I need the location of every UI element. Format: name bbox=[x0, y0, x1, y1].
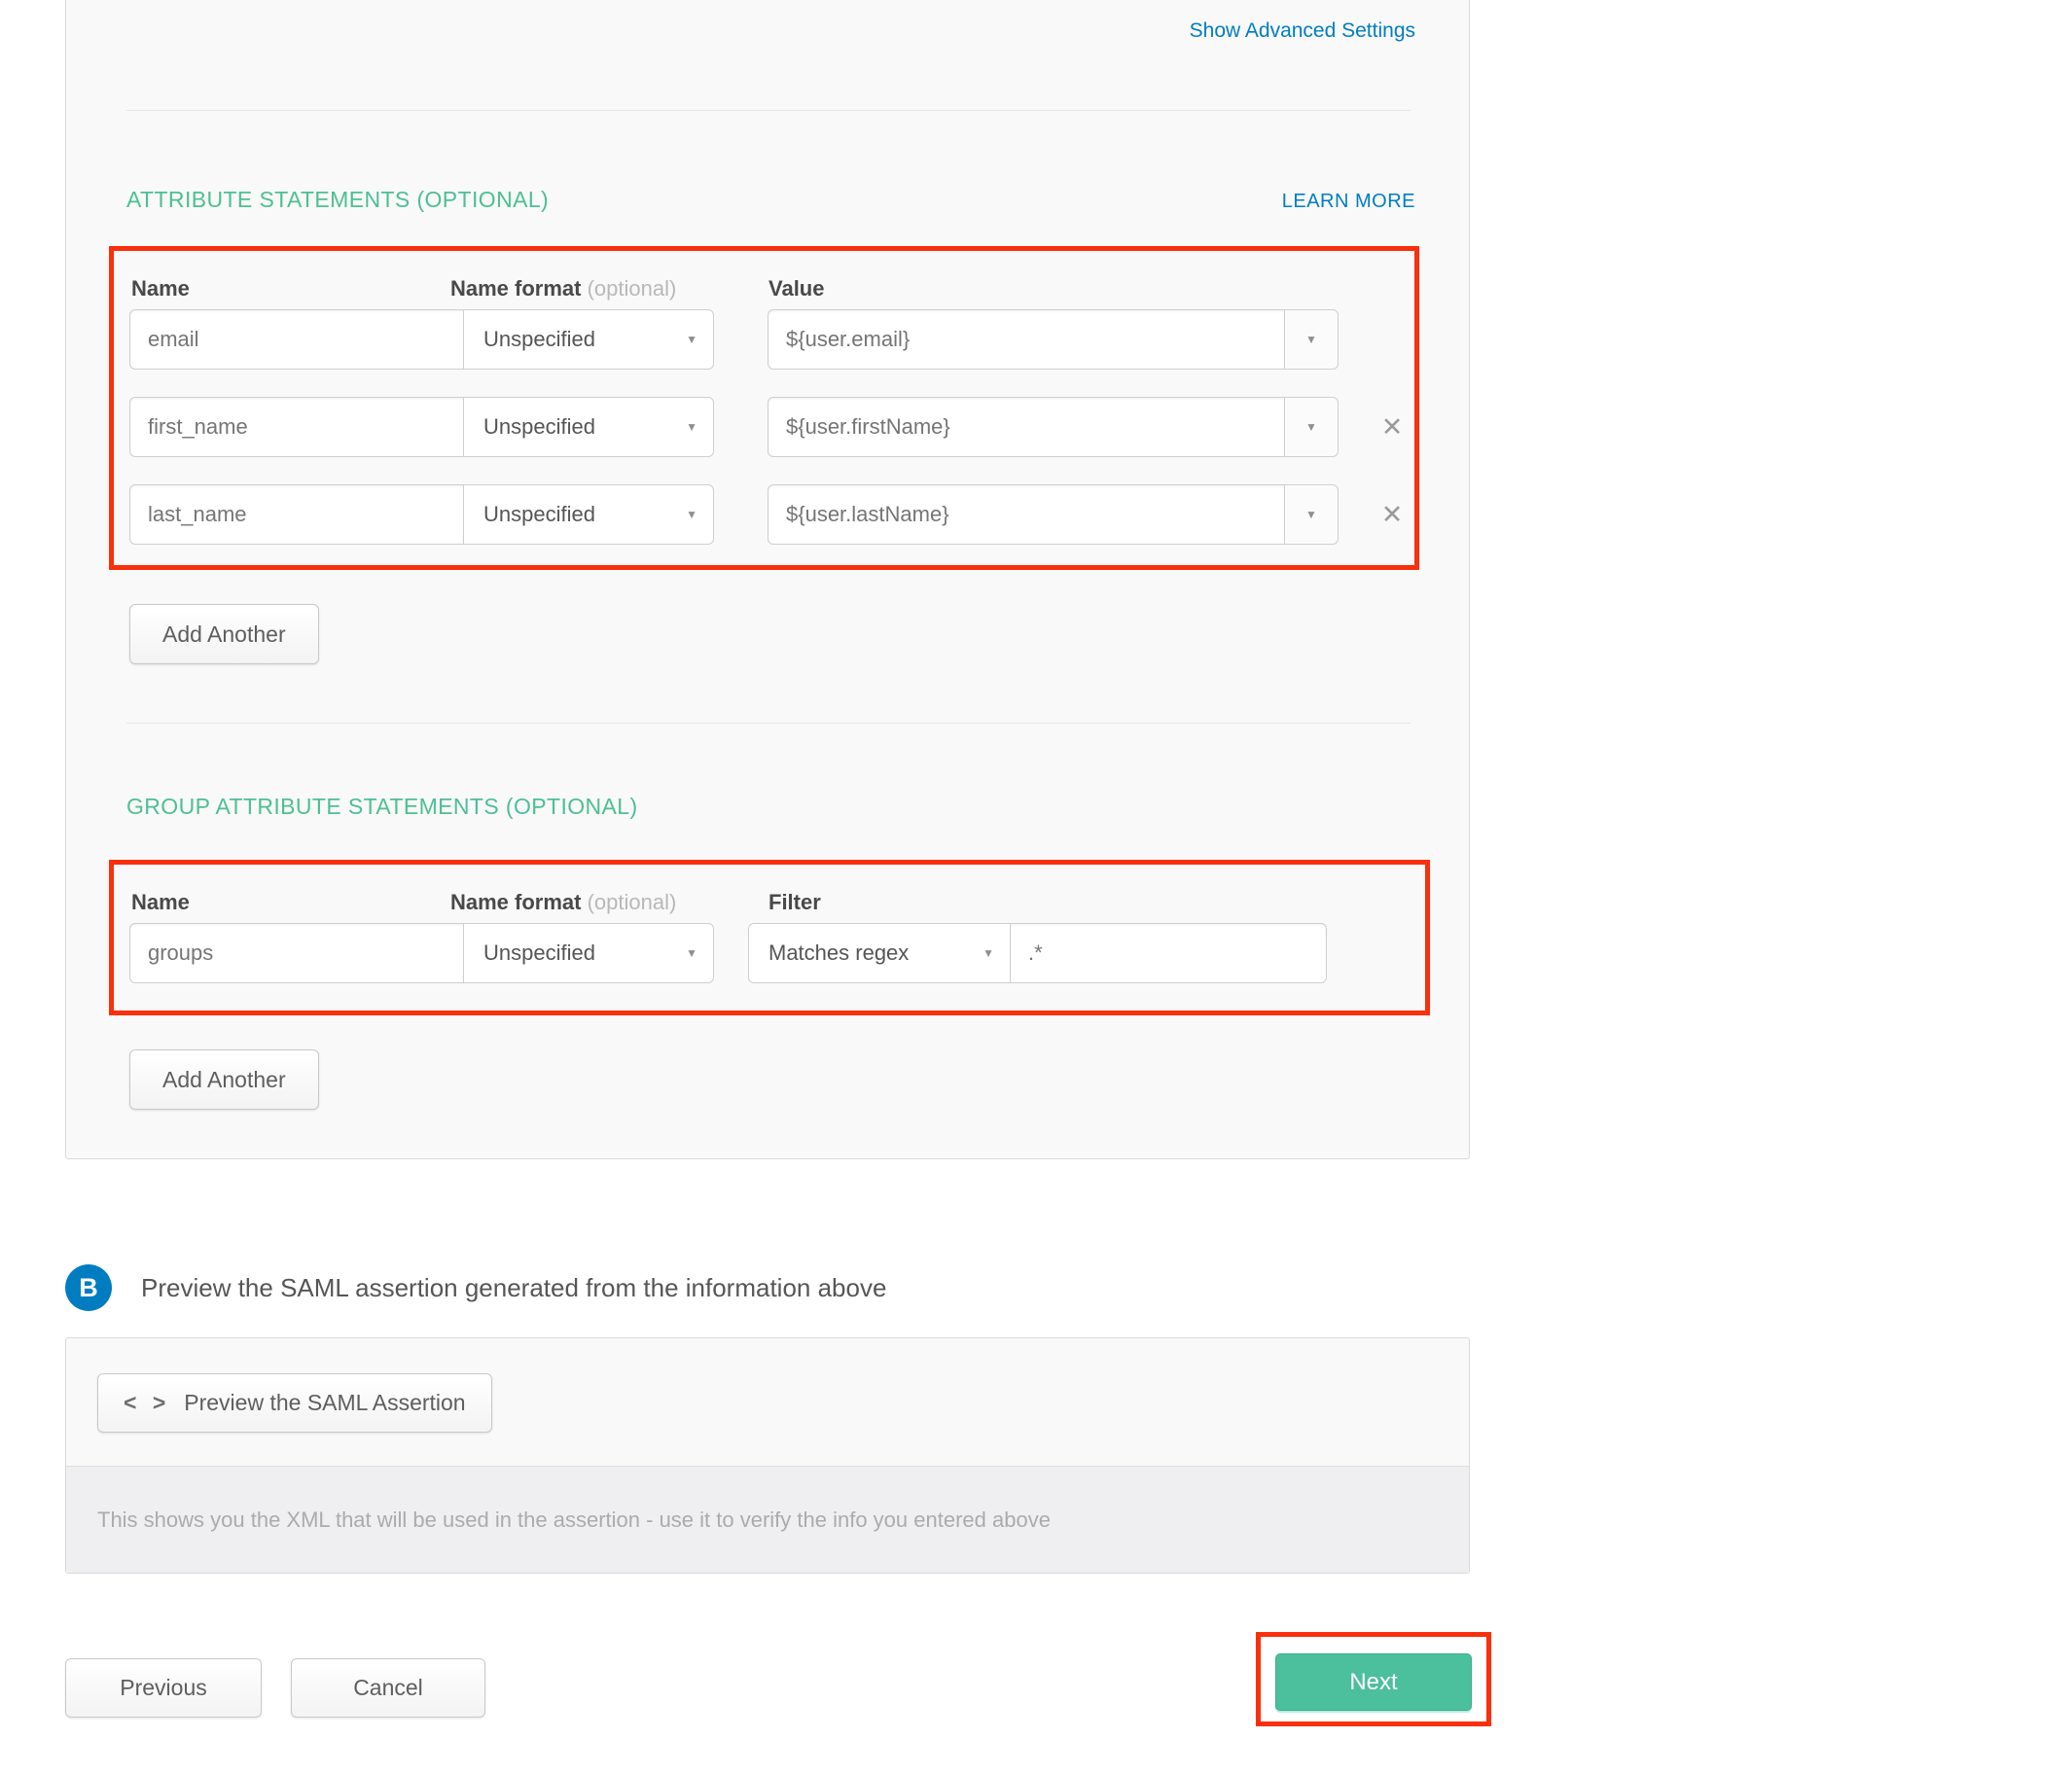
attribute-name-input[interactable] bbox=[129, 309, 464, 370]
chevron-down-icon: ▼ bbox=[982, 946, 994, 960]
column-header-name-format: Name format (optional) bbox=[450, 890, 677, 914]
preview-section-header bbox=[65, 1264, 886, 1311]
annotation-box-next bbox=[1256, 1632, 1491, 1726]
annotation-box-group-attributes bbox=[109, 860, 1430, 1015]
value-dropdown-button[interactable] bbox=[1284, 397, 1339, 457]
column-header-name-format: Name format (optional) bbox=[450, 276, 677, 301]
divider bbox=[126, 723, 1411, 724]
attribute-statements-title: ATTRIBUTE STATEMENTS (OPTIONAL) bbox=[126, 187, 550, 212]
attribute-value-input[interactable] bbox=[768, 484, 1285, 545]
saml-settings-panel bbox=[65, 0, 1470, 1159]
column-header-name: Name bbox=[131, 890, 190, 914]
annotation-box-attribute-statements bbox=[109, 246, 1419, 570]
attribute-value-input[interactable] bbox=[768, 397, 1285, 457]
group-attribute-row-groups bbox=[129, 923, 1425, 983]
group-name-input[interactable] bbox=[129, 923, 464, 983]
remove-row-button[interactable]: ✕ bbox=[1380, 412, 1404, 442]
preview-saml-assertion-button[interactable]: < > Preview the SAML Assertion bbox=[97, 1373, 492, 1433]
attribute-row-first-name bbox=[129, 397, 1414, 457]
name-format-select[interactable]: Unspecified ▼ bbox=[463, 923, 714, 983]
name-format-select[interactable]: Unspecified ▼ bbox=[463, 484, 714, 545]
add-another-group-attribute-button[interactable]: Add Another bbox=[129, 1049, 319, 1110]
column-header-filter: Filter bbox=[768, 890, 821, 914]
attribute-name-input[interactable] bbox=[129, 397, 464, 457]
show-advanced-settings-link[interactable]: Show Advanced Settings bbox=[1189, 19, 1415, 42]
column-header-value: Value bbox=[768, 276, 825, 301]
next-button[interactable]: Next bbox=[1275, 1653, 1472, 1711]
code-icon: < > bbox=[124, 1390, 171, 1415]
chevron-down-icon: ▼ bbox=[686, 333, 697, 346]
step-b-badge: B bbox=[65, 1264, 112, 1311]
name-format-select[interactable]: Unspecified ▼ bbox=[463, 397, 714, 457]
divider bbox=[126, 110, 1411, 111]
chevron-down-icon: ▼ bbox=[686, 946, 697, 960]
chevron-down-icon: ▼ bbox=[1305, 508, 1317, 521]
chevron-down-icon: ▼ bbox=[1305, 420, 1317, 434]
attribute-row-last-name bbox=[129, 484, 1414, 545]
chevron-down-icon: ▼ bbox=[686, 420, 697, 434]
value-dropdown-button[interactable] bbox=[1284, 484, 1339, 545]
filter-type-select[interactable]: Matches regex ▼ bbox=[748, 923, 1011, 983]
preview-note-text: This shows you the XML that will be used in the assertion - use it to verify the info you entered above bbox=[97, 1507, 1051, 1532]
cancel-button[interactable]: Cancel bbox=[291, 1658, 485, 1718]
preview-panel bbox=[65, 1337, 1470, 1574]
attribute-value-input[interactable] bbox=[768, 309, 1285, 370]
chevron-down-icon: ▼ bbox=[686, 508, 697, 521]
preview-panel-footer bbox=[66, 1466, 1469, 1573]
add-another-attribute-button[interactable]: Add Another bbox=[129, 604, 319, 664]
previous-button[interactable]: Previous bbox=[65, 1658, 262, 1718]
chevron-down-icon: ▼ bbox=[1305, 333, 1317, 346]
name-format-select[interactable]: Unspecified ▼ bbox=[463, 309, 714, 370]
column-header-name: Name bbox=[131, 276, 190, 301]
attribute-name-input[interactable] bbox=[129, 484, 464, 545]
learn-more-link[interactable]: LEARN MORE bbox=[1281, 191, 1415, 212]
remove-row-button[interactable]: ✕ bbox=[1380, 500, 1404, 529]
value-dropdown-button[interactable] bbox=[1284, 309, 1339, 370]
preview-section-title: Preview the SAML assertion generated from the information above bbox=[141, 1272, 887, 1302]
attribute-row-email bbox=[129, 309, 1414, 370]
group-attribute-statements-title: GROUP ATTRIBUTE STATEMENTS (OPTIONAL) bbox=[126, 794, 638, 819]
filter-value-input[interactable] bbox=[1010, 923, 1327, 983]
